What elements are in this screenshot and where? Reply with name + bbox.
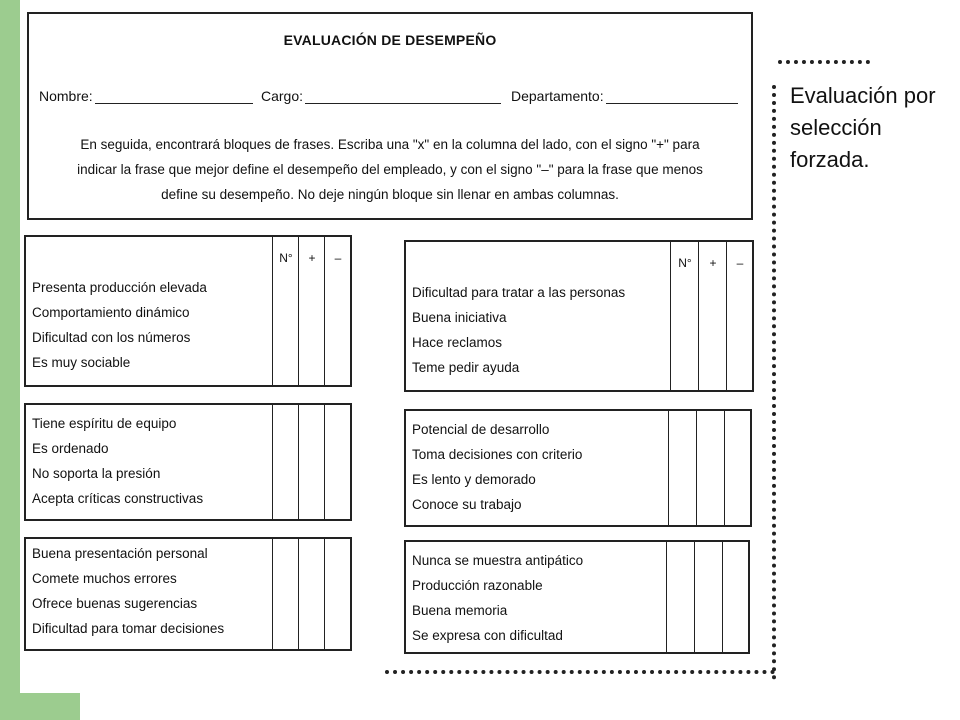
phrase-item: Nunca se muestra antipático [412, 553, 584, 568]
phrase-list [32, 539, 224, 649]
phrase-block-1 [24, 235, 352, 387]
phrase-item: Ofrece buenas sugerencias [32, 596, 198, 611]
cargo-line[interactable] [305, 91, 501, 104]
dotted-line-top [778, 60, 870, 64]
minus-header: – [334, 251, 342, 265]
side-label-line: selección forzada. [790, 115, 882, 172]
side-label-line: Evaluación por [790, 83, 936, 108]
phrase-item: Toma decisiones con criterio [412, 447, 583, 462]
phrase-list [32, 405, 203, 519]
nombre-field[interactable] [39, 88, 253, 104]
phrase-item: Buena presentación personal [32, 546, 208, 561]
instructions-line: define su desempeño. No deje ningún bloque sin llenar en ambas columnas. [161, 187, 619, 202]
dotted-line-bottom [385, 670, 775, 674]
minus-header: – [736, 256, 744, 270]
phrase-item: Teme pedir ayuda [412, 360, 520, 375]
num-column[interactable] [668, 411, 697, 525]
phrase-item: Comete muchos errores [32, 571, 177, 586]
phrase-item: Acepta críticas constructivas [32, 491, 204, 506]
phrase-list [412, 242, 625, 390]
plus-column[interactable] [696, 411, 725, 525]
phrase-item: Dificultad para tratar a las personas [412, 285, 626, 300]
nombre-label: Nombre: [39, 88, 93, 104]
form-header-box [27, 12, 753, 220]
cargo-field[interactable] [261, 88, 501, 104]
minus-column[interactable] [324, 237, 351, 385]
plus-header: + [308, 251, 316, 265]
phrase-item: Hace reclamos [412, 335, 503, 350]
phrase-item: Buena iniciativa [412, 310, 507, 325]
minus-column[interactable] [324, 539, 351, 649]
num-column[interactable] [272, 539, 299, 649]
num-header: N° [678, 256, 692, 270]
green-sidebar-bar [0, 0, 20, 720]
instructions-text [43, 132, 737, 207]
plus-column[interactable] [298, 539, 325, 649]
departamento-label: Departamento: [511, 88, 604, 104]
form-title: EVALUACIÓN DE DESEMPEÑO [283, 32, 497, 48]
num-column[interactable] [666, 542, 695, 652]
phrase-item: Dificultad para tomar decisiones [32, 621, 225, 636]
cargo-label: Cargo: [261, 88, 304, 104]
phrase-item: Es ordenado [32, 441, 109, 456]
departamento-field[interactable] [511, 88, 738, 104]
phrase-list [412, 411, 582, 525]
phrase-list [412, 542, 583, 652]
instructions-line: En seguida, encontrará bloques de frases. Escriba una "x" en la columna del lado, con el signo "+" para [80, 137, 700, 152]
phrase-list [32, 237, 207, 385]
phrase-item: Buena memoria [412, 603, 508, 618]
num-column[interactable] [670, 242, 699, 390]
departamento-line[interactable] [606, 91, 738, 104]
phrase-item: No soporta la presión [32, 466, 161, 481]
phrase-item: Tiene espíritu de equipo [32, 416, 177, 431]
minus-column[interactable] [726, 242, 753, 390]
phrase-item: Es muy sociable [32, 355, 131, 370]
phrase-item: Se expresa con dificultad [412, 628, 563, 643]
plus-column[interactable] [694, 542, 723, 652]
plus-header: + [709, 256, 717, 270]
phrase-item: Conoce su trabajo [412, 497, 522, 512]
num-column[interactable] [272, 405, 299, 519]
phrase-item: Es lento y demorado [412, 472, 536, 487]
phrase-item: Presenta producción elevada [32, 280, 207, 295]
instructions-line: indicar la frase que mejor define el desempeño del empleado, y con el signo "–" para la frase que menos [77, 162, 703, 177]
dotted-line-vertical [772, 85, 776, 680]
minus-column[interactable] [324, 405, 351, 519]
phrase-item: Potencial de desarrollo [412, 422, 550, 437]
phrase-item: Producción razonable [412, 578, 543, 593]
plus-column[interactable] [698, 242, 727, 390]
phrase-block-4 [404, 409, 752, 527]
minus-column[interactable] [724, 411, 751, 525]
green-footer-block [20, 693, 80, 720]
num-column[interactable] [272, 237, 299, 385]
minus-column[interactable] [722, 542, 749, 652]
phrase-block-2 [404, 240, 754, 392]
phrase-item: Comportamiento dinámico [32, 305, 190, 320]
side-label [790, 80, 960, 176]
phrase-block-5 [24, 537, 352, 651]
plus-column[interactable] [298, 237, 325, 385]
phrase-block-6 [404, 540, 750, 654]
phrase-item: Dificultad con los números [32, 330, 191, 345]
nombre-line[interactable] [95, 91, 253, 104]
num-header: N° [279, 251, 293, 265]
plus-column[interactable] [298, 405, 325, 519]
phrase-block-3 [24, 403, 352, 521]
